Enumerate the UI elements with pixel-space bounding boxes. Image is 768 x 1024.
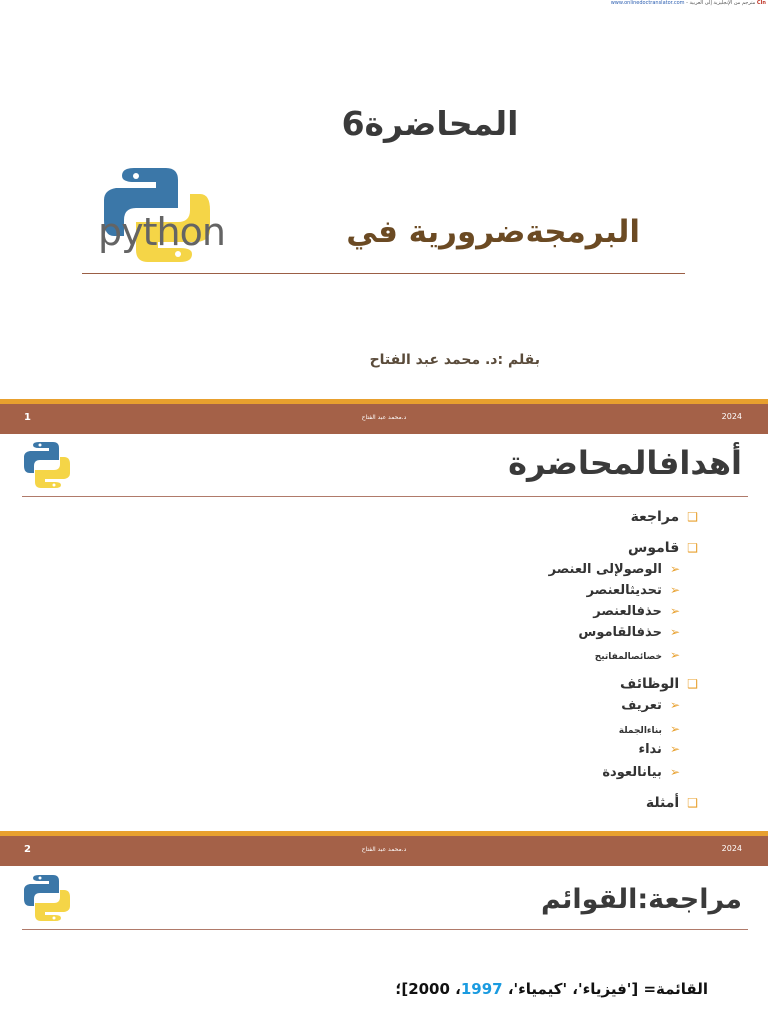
page-number: 2 [24,844,31,855]
list-item: ❑الوظائف [620,676,698,692]
square-bullet-icon: ❑ [687,541,698,555]
code-prefix: القائمة= ['فيزياء'، 'كيمياء'، [507,980,708,998]
slide-title-rule [22,496,748,497]
list-subitem: ➢بيانالعودة [602,765,680,780]
arrow-bullet-icon: ➢ [669,583,680,597]
slide-footer-2 [0,831,768,866]
python-logo-icon [96,164,225,268]
footer-author: د.محمد عبد الفتاح [361,414,407,421]
list-subitem: ➢تعريف [621,698,680,713]
translator-site: www.onlinedoctranslator.com [610,0,685,6]
arrow-bullet-icon: ➢ [669,698,680,712]
translator-note [611,0,766,6]
list-subitem: ➢نداء [638,742,680,757]
slide-title-rule [22,929,748,930]
list-item: ❑قاموس [628,540,698,556]
square-bullet-icon: ❑ [687,796,698,810]
square-bullet-icon: ❑ [687,677,698,691]
slide-title-review: مراجعة:القوائم [541,884,742,915]
list-subitem: ➢الوصولإلى العنصر [548,562,680,577]
list-subitem: ➢حذفالقاموس [578,625,680,640]
lecture-subtitle: البرمجةضرورية في [346,214,640,250]
square-bullet-icon: ❑ [687,510,698,524]
python-logo-icon [22,873,72,923]
lecture-title: المحاضرة6 [341,104,519,143]
arrow-bullet-icon: ➢ [669,562,680,576]
list-subitem: ➢حذفالعنصر [593,604,680,619]
arrow-bullet-icon: ➢ [669,742,680,756]
python-logo-text: python [98,210,225,254]
translator-text: مترجم من الإنجليزية إلى العربية - [684,0,756,6]
python-logo-icon [22,440,72,490]
footer-year: 2024 [721,412,742,421]
list-subitem: ➢بناءالجملة [618,722,680,736]
arrow-bullet-icon: ➢ [669,722,680,736]
slide-title-objectives: أهدافالمحاضرة [508,444,742,482]
arrow-bullet-icon: ➢ [669,604,680,618]
arrow-bullet-icon: ➢ [669,765,680,779]
author-line: بقلم :د. محمد عبد الفتاح [369,352,540,368]
page-number: 1 [24,412,31,423]
arrow-bullet-icon: ➢ [669,625,680,639]
arrow-bullet-icon: ➢ [669,648,680,662]
footer-year: 2024 [721,844,742,853]
code-line [395,980,708,998]
list-subitem: ➢خصائصالمفاتيح [594,648,680,662]
list-item: ❑أمثلة [645,795,698,811]
slide-footer-1 [0,399,768,434]
code-suffix: ، 2000]؛ [395,980,461,998]
title-divider [82,273,685,274]
code-number: 1997 [460,980,503,998]
translator-brand: CIn [756,0,766,6]
footer-author: د.محمد عبد الفتاح [361,846,407,853]
list-item: ❑مراجعة [630,509,698,525]
list-subitem: ➢تحديثالعنصر [586,583,680,598]
